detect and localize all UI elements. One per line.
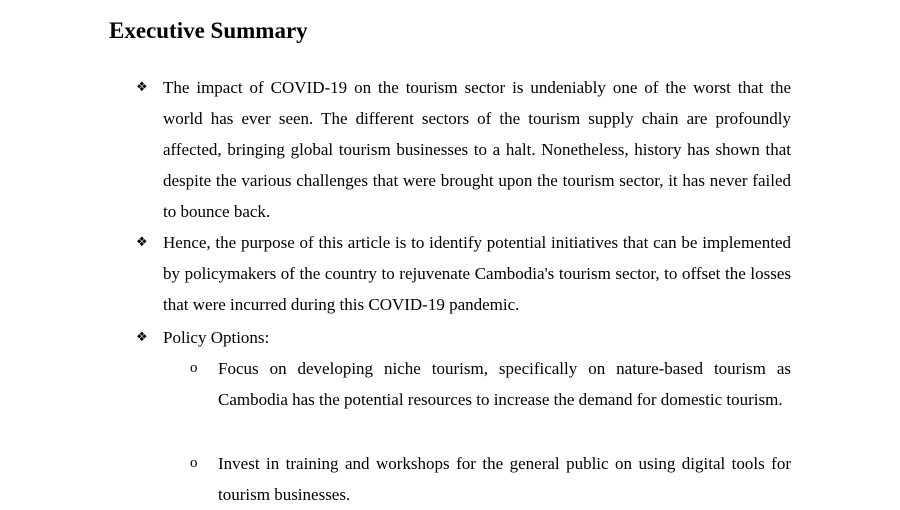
bullet-text: The impact of COVID-19 on the tourism sector is undeniably one of the worst that the world has ever seen. The different sectors of the tourism supply chain are profoundly affected, bringing global tourism businesses to a halt. Nonetheless, history has shown that despite the various challenges that were brought upon the tourism sector, it has never failed to bounce back. bbox=[163, 78, 791, 221]
circle-bullet-icon: o bbox=[190, 360, 198, 376]
bullet-item bbox=[136, 72, 791, 227]
diamond-bullet-icon: ❖ bbox=[136, 330, 148, 345]
bullet-item bbox=[136, 227, 791, 320]
sub-bullet-text: Focus on developing niche tourism, specifically on nature-based tourism as Cambodia has the potential resources to increase the demand for domestic tourism. bbox=[218, 359, 791, 409]
sub-bullet-text: Invest in training and workshops for the general public on using digital tools for tourism businesses. bbox=[218, 454, 791, 504]
circle-bullet-icon: o bbox=[190, 455, 198, 471]
bullet-text: Hence, the purpose of this article is to identify potential initiatives that can be implemented by policymakers of the country to rejuvenate Cambodia's tourism sector, to offset the losses that were incurred during this COVID-19 pandemic. bbox=[163, 233, 791, 314]
page-title: Executive Summary bbox=[109, 18, 308, 43]
diamond-bullet-icon: ❖ bbox=[136, 80, 148, 95]
diamond-bullet-icon: ❖ bbox=[136, 235, 148, 250]
bullet-item bbox=[136, 322, 791, 353]
sub-bullet-item bbox=[190, 353, 791, 415]
sub-bullet-item bbox=[190, 448, 791, 510]
bullet-text: Policy Options: bbox=[163, 328, 270, 347]
